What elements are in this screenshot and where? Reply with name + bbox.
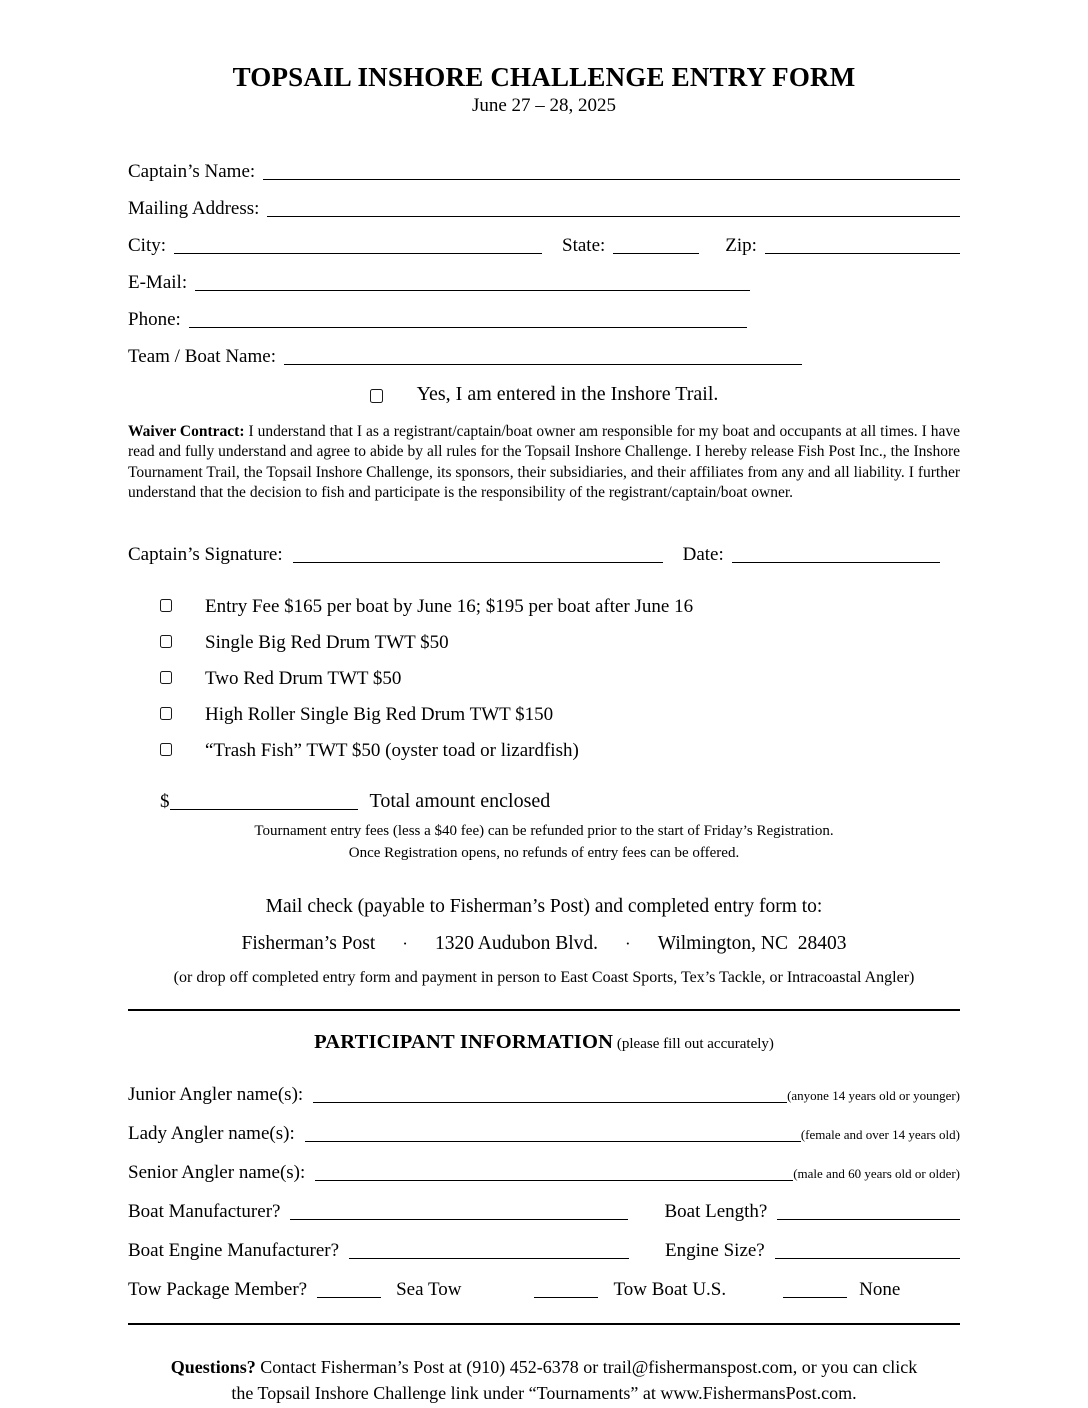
- junior-angler-row: [128, 1084, 960, 1106]
- lady-angler-label: Lady Angler name(s):: [128, 1123, 295, 1145]
- waiver-label: Waiver Contract:: [128, 423, 245, 440]
- section-divider-bottom: [128, 1323, 960, 1325]
- senior-angler-label: Senior Angler name(s):: [128, 1162, 306, 1184]
- team-boat-name-row: [128, 346, 960, 368]
- junior-angler-blank[interactable]: [313, 1101, 787, 1103]
- mail-recipient: Fisherman’s Post: [241, 933, 376, 955]
- mail-instruction: Mail check (payable to Fisherman’s Post) and completed entry form to:: [265, 896, 823, 918]
- captains-name-label: Captain’s Name:: [128, 161, 256, 182]
- questions-line2: the Topsail Inshore Challenge link under “Tournaments” at www.FishermansPost.com.: [231, 1382, 857, 1403]
- fee-single-drum-label: Single Big Red Drum TWT $50: [205, 631, 449, 653]
- city-blank[interactable]: [174, 252, 542, 254]
- currency-symbol: $: [160, 790, 170, 812]
- form-title: TOPSAIL INSHORE CHALLENGE ENTRY FORM: [232, 62, 856, 92]
- city-state-zip-row: [128, 235, 960, 257]
- sea-tow-label: Sea Tow: [396, 1279, 462, 1301]
- participant-heading-note: (please fill out accurately): [616, 1036, 774, 1053]
- dropoff-note: (or drop off completed entry form and payment in person to East Coast Sports, Tex’s Tackle, or Intracoastal Angler): [173, 969, 915, 987]
- fee-trash-fish-checkbox[interactable]: [160, 743, 172, 756]
- fee-option-two-drum: [160, 668, 960, 690]
- questions-footer: [128, 1355, 960, 1405]
- city-label: City:: [128, 235, 167, 256]
- lady-angler-blank[interactable]: [305, 1140, 801, 1142]
- fee-trash-fish-label: “Trash Fish” TWT $50 (oyster toad or lizardfish): [205, 739, 579, 761]
- email-label: E-Mail:: [128, 272, 188, 293]
- captains-name-blank[interactable]: [263, 178, 960, 180]
- fee-entry-checkbox[interactable]: [160, 599, 172, 612]
- fee-two-drum-label: Two Red Drum TWT $50: [205, 667, 402, 689]
- lady-angler-row: [128, 1123, 960, 1145]
- zip-blank[interactable]: [765, 252, 960, 254]
- questions-line1: Contact Fisherman’s Post at (910) 452-6378 or trail@fishermanspost.com, or you can click: [260, 1357, 918, 1378]
- boat-length-blank[interactable]: [777, 1218, 960, 1220]
- fee-option-high-roller: [160, 704, 960, 726]
- separator-dot: ·: [402, 934, 408, 954]
- signature-label: Captain’s Signature:: [128, 543, 283, 565]
- state-label: State:: [562, 235, 606, 256]
- refund-notes: [128, 821, 960, 865]
- fee-option-single-drum: [160, 632, 960, 654]
- refund-note-line1: Tournament entry fees (less a $40 fee) can be refunded prior to the start of Friday’s Registration.: [254, 822, 834, 839]
- captains-name-row: [128, 161, 960, 183]
- section-divider-top: [128, 1009, 960, 1011]
- engine-size-blank[interactable]: [775, 1257, 960, 1259]
- inshore-trail-row: [128, 383, 960, 406]
- fee-high-roller-checkbox[interactable]: [160, 707, 172, 720]
- inshore-trail-checkbox[interactable]: [370, 389, 383, 403]
- tow-boat-us-blank[interactable]: [534, 1296, 598, 1298]
- mailing-address-row: [128, 198, 960, 220]
- fee-entry-label: Entry Fee $165 per boat by June 16; $195 per boat after June 16: [205, 595, 694, 617]
- senior-angler-note: (male and 60 years old or older): [793, 1166, 960, 1182]
- email-row: [128, 272, 960, 294]
- mail-street: 1320 Audubon Blvd.: [434, 933, 599, 955]
- boat-manufacturer-row: [128, 1201, 960, 1223]
- junior-angler-note: (anyone 14 years old or younger): [787, 1088, 960, 1104]
- sea-tow-blank[interactable]: [317, 1296, 381, 1298]
- date-blank[interactable]: [732, 561, 940, 563]
- fee-single-drum-checkbox[interactable]: [160, 635, 172, 648]
- fee-two-drum-checkbox[interactable]: [160, 671, 172, 684]
- participant-heading: PARTICIPANT INFORMATION: [314, 1031, 614, 1054]
- senior-angler-blank[interactable]: [315, 1179, 793, 1181]
- junior-angler-label: Junior Angler name(s):: [128, 1084, 304, 1106]
- fee-option-trash-fish: [160, 740, 960, 762]
- tow-boat-us-label: Tow Boat U.S.: [613, 1279, 727, 1301]
- contact-section: [128, 161, 960, 368]
- engine-manufacturer-blank[interactable]: [349, 1257, 629, 1259]
- team-boat-name-label: Team / Boat Name:: [128, 346, 276, 367]
- email-blank[interactable]: [195, 289, 750, 291]
- date-label: Date:: [682, 543, 724, 565]
- fee-options-list: [128, 596, 960, 762]
- signature-blank[interactable]: [293, 561, 663, 563]
- mail-address-line: [128, 933, 960, 955]
- zip-label: Zip:: [725, 235, 757, 256]
- mailing-address-blank[interactable]: [267, 215, 960, 217]
- participant-heading-row: [128, 1031, 960, 1054]
- total-amount-blank[interactable]: [170, 808, 358, 810]
- boat-manufacturer-blank[interactable]: [290, 1218, 628, 1220]
- tow-none-label: None: [859, 1279, 901, 1301]
- waiver-text: I understand that I as a registrant/captain/boat owner am responsible for my boat and occupants at all times. I have read and fully understand and agree to abide by all rules for the Topsail Inshore Challenge. I hereby release Fish Post Inc., the Inshore Tournament Trail, the Topsail Inshore Challenge, its sponsors, their subsidiaries, and their affiliates from any and all liability. I further understand that the decision to fish and participate is the responsibility of the registrant/captain/boat owner.: [128, 423, 960, 502]
- senior-angler-row: [128, 1162, 960, 1184]
- form-header: [128, 62, 960, 117]
- boat-manufacturer-label: Boat Manufacturer?: [128, 1201, 281, 1223]
- questions-label: Questions?: [170, 1357, 256, 1378]
- separator-dot: ·: [625, 934, 631, 954]
- fee-option-entry: [160, 596, 960, 618]
- inshore-trail-label: Yes, I am entered in the Inshore Trail.: [416, 383, 719, 405]
- engine-manufacturer-row: [128, 1240, 960, 1262]
- waiver-paragraph: [128, 422, 960, 504]
- form-dates: June 27 – 28, 2025: [471, 95, 617, 116]
- total-amount-label: Total amount enclosed: [369, 789, 551, 812]
- tow-package-row: [128, 1279, 960, 1301]
- boat-length-label: Boat Length?: [664, 1201, 768, 1223]
- team-boat-name-blank[interactable]: [284, 363, 802, 365]
- phone-label: Phone:: [128, 309, 181, 330]
- fee-high-roller-label: High Roller Single Big Red Drum TWT $150: [205, 703, 554, 725]
- mail-city: Wilmington, NC 28403: [657, 933, 847, 955]
- participant-section: [128, 1084, 960, 1301]
- signature-row: [128, 544, 960, 566]
- engine-size-label: Engine Size?: [665, 1240, 765, 1262]
- lady-angler-note: (female and over 14 years old): [800, 1127, 960, 1143]
- phone-row: [128, 309, 960, 331]
- tow-package-label: Tow Package Member?: [128, 1279, 308, 1301]
- state-blank[interactable]: [613, 252, 699, 254]
- tow-none-blank[interactable]: [783, 1296, 847, 1298]
- engine-manufacturer-label: Boat Engine Manufacturer?: [128, 1240, 340, 1262]
- total-amount-row: [128, 790, 960, 813]
- phone-blank[interactable]: [189, 326, 747, 328]
- mailing-address-label: Mailing Address:: [128, 198, 260, 219]
- refund-note-line2: Once Registration opens, no refunds of entry fees can be offered.: [348, 844, 740, 861]
